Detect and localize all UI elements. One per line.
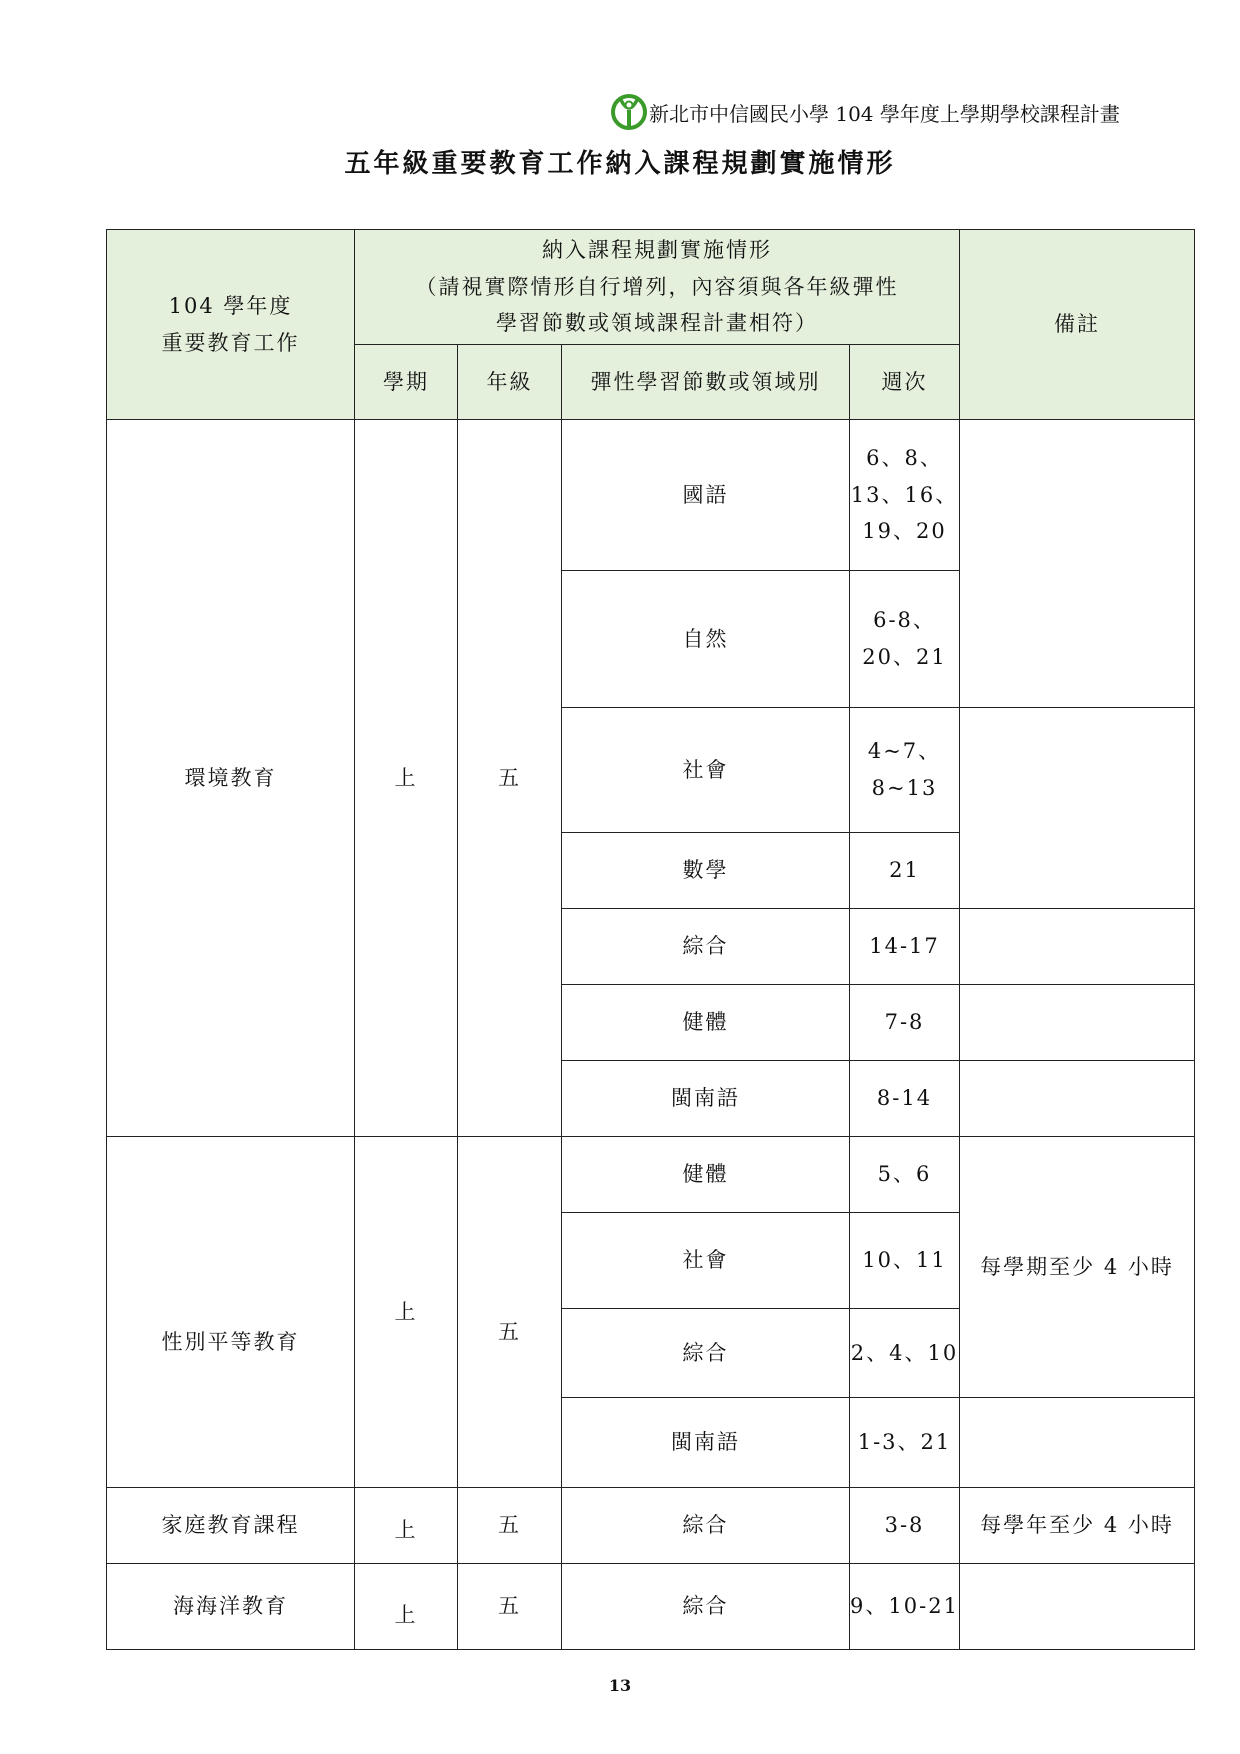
subject-cell: 社會 xyxy=(562,1213,850,1309)
week-cell: 8-14 xyxy=(850,1061,960,1137)
week-line: 19、20 xyxy=(862,519,947,544)
family-semester: 上 xyxy=(355,1488,458,1564)
col-header-semester: 學期 xyxy=(355,345,458,420)
week-cell xyxy=(850,571,960,708)
remark-cell xyxy=(960,1564,1195,1650)
col-header-education-work xyxy=(107,230,355,420)
week-cell: 2、4、10 xyxy=(850,1309,960,1398)
subject-cell: 健體 xyxy=(562,985,850,1061)
week-cell xyxy=(850,708,960,833)
subject-cell: 綜合 xyxy=(562,1488,850,1564)
env-grade: 五 xyxy=(458,420,562,1137)
subject-cell: 綜合 xyxy=(562,1564,850,1650)
ocean-education-name: 海海洋教育 xyxy=(107,1564,355,1650)
subject-cell: 綜合 xyxy=(562,1309,850,1398)
table-row xyxy=(107,1488,1195,1564)
ocean-grade: 五 xyxy=(458,1564,562,1650)
env-education-name: 環境教育 xyxy=(107,420,355,1137)
col-header-line-2: 重要教育工作 xyxy=(161,330,300,355)
week-cell: 3-8 xyxy=(850,1488,960,1564)
col-header-grade: 年級 xyxy=(458,345,562,420)
table-row xyxy=(107,1564,1195,1650)
remark-cell xyxy=(960,1061,1195,1137)
week-cell: 5、6 xyxy=(850,1137,960,1213)
week-line: 6、8、 xyxy=(866,445,943,470)
week-cell: 14-17 xyxy=(850,909,960,985)
gender-grade: 五 xyxy=(458,1137,562,1488)
subject-cell: 數學 xyxy=(562,833,850,909)
remark-cell xyxy=(960,420,1195,708)
subject-cell: 國語 xyxy=(562,420,850,571)
week-cell: 7-8 xyxy=(850,985,960,1061)
table-row xyxy=(107,1137,1195,1213)
week-cell: 10、11 xyxy=(850,1213,960,1309)
remark-cell xyxy=(960,1398,1195,1488)
ocean-semester: 上 xyxy=(355,1564,458,1650)
gender-remark: 每學期至少 4 小時 xyxy=(960,1137,1195,1398)
subject-cell: 綜合 xyxy=(562,909,850,985)
group-header-line-1: 納入課程規劃實施情形 xyxy=(542,237,772,262)
week-cell: 21 xyxy=(850,833,960,909)
col-header-remark: 備註 xyxy=(960,230,1195,420)
gender-education-name: 性別平等教育 xyxy=(107,1137,355,1488)
week-cell: 9、10-21 xyxy=(850,1564,960,1650)
education-plan-table xyxy=(106,229,1195,1650)
gender-semester: 上 xyxy=(355,1137,458,1488)
week-cell: 1-3、21 xyxy=(850,1398,960,1488)
week-line: 20、21 xyxy=(862,645,947,669)
family-remark: 每學年至少 4 小時 xyxy=(960,1488,1195,1564)
header-row-1 xyxy=(107,230,1195,345)
col-header-week: 週次 xyxy=(850,345,960,420)
week-line: 13、16、 xyxy=(850,482,959,507)
page-title: 五年級重要教育工作納入課程規劃實施情形 xyxy=(344,149,896,179)
env-semester: 上 xyxy=(355,420,458,1137)
subject-cell: 自然 xyxy=(562,571,850,708)
col-header-line-1: 104 學年度 xyxy=(168,293,293,318)
subject-cell: 閩南語 xyxy=(562,1061,850,1137)
family-education-name: 家庭教育課程 xyxy=(107,1488,355,1564)
week-cell xyxy=(850,420,960,571)
group-header-line-2: （請視實際情形自行增列，內容須與各年級彈性 xyxy=(415,274,899,299)
remark-cell xyxy=(960,985,1195,1061)
week-line: 6-8、 xyxy=(873,608,936,633)
document-header xyxy=(611,92,1131,132)
col-header-subject: 彈性學習節數或領域別 xyxy=(562,345,850,420)
page-number: 13 xyxy=(608,1676,632,1695)
week-line: 4~7、 xyxy=(867,739,942,764)
group-header-line-3: 學習節數或領域課程計畫相符） xyxy=(496,311,818,336)
week-line: 8~13 xyxy=(871,776,938,800)
header-text: 新北市中信國民小學 104 學年度上學期學校課程計畫 xyxy=(649,101,1120,126)
subject-cell: 社會 xyxy=(562,708,850,833)
school-logo-icon xyxy=(611,94,647,130)
group-header xyxy=(355,230,960,345)
remark-cell xyxy=(960,909,1195,985)
subject-cell: 健體 xyxy=(562,1137,850,1213)
family-grade: 五 xyxy=(458,1488,562,1564)
table-row xyxy=(107,420,1195,571)
remark-cell xyxy=(960,708,1195,909)
subject-cell: 閩南語 xyxy=(562,1398,850,1488)
